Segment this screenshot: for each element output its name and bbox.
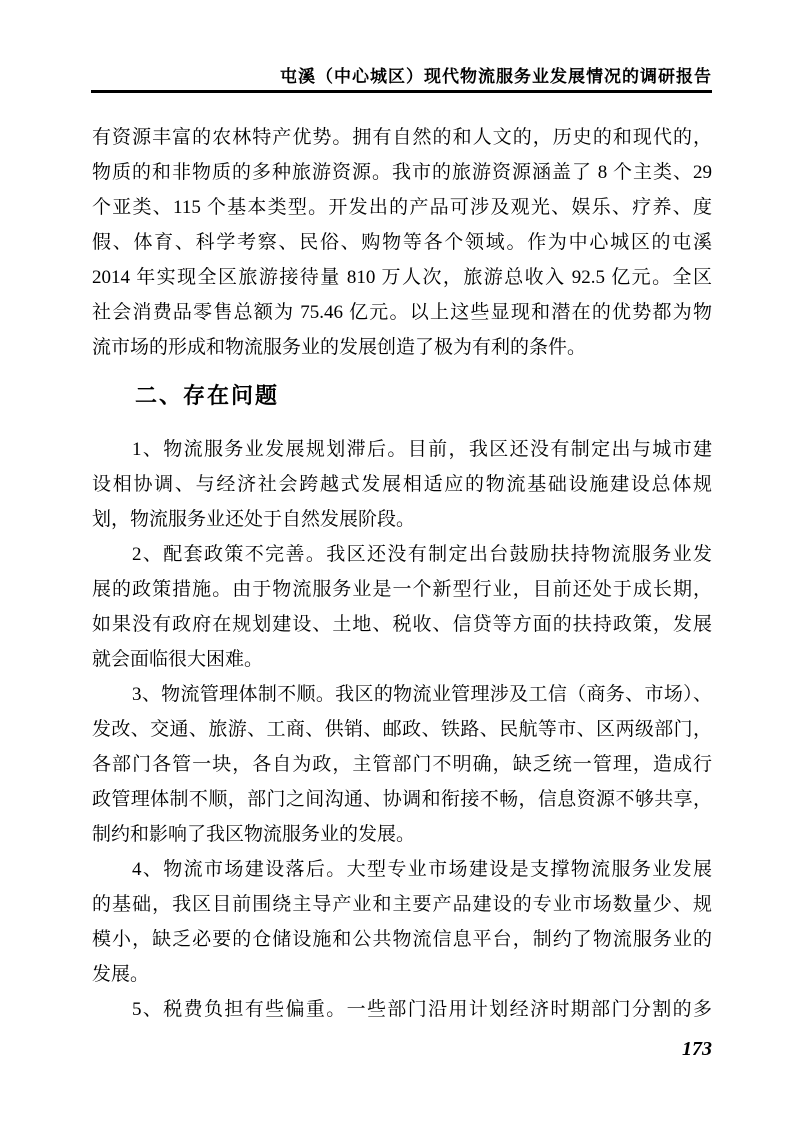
- text-line: 发展。: [92, 964, 150, 985]
- text-line: 3、物流管理体制不顺。我区的物流业管理涉及工信（商务、市场）、: [132, 684, 712, 705]
- text-line: 物质的和非物质的多种旅游资源。我市的旅游资源涵盖了 8 个主类、29: [92, 162, 712, 183]
- text-line: 设相协调、与经济社会跨越式发展相适应的物流基础设施建设总体规: [92, 474, 712, 495]
- document-body: [92, 120, 712, 1027]
- paragraph: [92, 852, 712, 992]
- text-line: 假、体育、科学考察、民俗、购物等各个领域。作为中心城区的屯溪: [92, 232, 712, 253]
- text-line: 流市场的形成和物流服务业的发展创造了极为有利的条件。: [92, 337, 587, 358]
- running-head-title: 屯溪（中心城区）现代物流服务业发展情况的调研报告: [280, 67, 712, 86]
- heading-text: 二、存在问题: [135, 383, 280, 408]
- text-line: 模小，缺乏必要的仓储设施和公共物流信息平台，制约了物流服务业的: [92, 929, 712, 950]
- text-line: 划，物流服务业还处于自然发展阶段。: [92, 509, 416, 530]
- section-heading: [92, 378, 712, 413]
- text-line: 政管理体制不顺，部门之间沟通、协调和衔接不畅，信息资源不够共享，: [92, 789, 712, 810]
- header-rule: [91, 90, 712, 93]
- text-line: 2014 年实现全区旅游接待量 810 万人次，旅游总收入 92.5 亿元。全区: [92, 267, 712, 288]
- paragraph: [92, 677, 712, 852]
- paragraph: [92, 537, 712, 677]
- text-line: 2、配套政策不完善。我区还没有制定出台鼓励扶持物流服务业发: [132, 544, 712, 565]
- text-line: 各部门各管一块，各自为政，主管部门不明确，缺乏统一管理，造成行: [92, 754, 712, 775]
- text-line: 1、物流服务业发展规划滞后。目前，我区还没有制定出与城市建: [132, 439, 712, 460]
- paragraph: [92, 120, 712, 365]
- paragraph: [92, 432, 712, 537]
- text-line: 4、物流市场建设落后。大型专业市场建设是支撑物流服务业发展: [132, 859, 712, 880]
- text-line: 社会消费品零售总额为 75.46 亿元。以上这些显现和潜在的优势都为物: [92, 302, 712, 323]
- text-line: 5、税费负担有些偏重。一些部门沿用计划经济时期部门分割的多: [132, 999, 712, 1020]
- text-line: 发改、交通、旅游、工商、供销、邮政、铁路、民航等市、区两级部门，: [92, 719, 712, 740]
- text-line: 有资源丰富的农林特产优势。拥有自然的和人文的，历史的和现代的，: [92, 127, 712, 148]
- text-line: 个亚类、115 个基本类型。开发出的产品可涉及观光、娱乐、疗养、度: [92, 197, 712, 218]
- text-line: 如果没有政府在规划建设、土地、税收、信贷等方面的扶持政策，发展: [92, 614, 712, 635]
- paragraph: [92, 992, 712, 1027]
- page-number: 173: [682, 1038, 712, 1060]
- text-line: 制约和影响了我区物流服务业的发展。: [92, 824, 416, 845]
- text-line: 的基础，我区目前围绕主导产业和主要产品建设的专业市场数量少、规: [92, 894, 712, 915]
- text-line: 展的政策措施。由于物流服务业是一个新型行业，目前还处于成长期，: [92, 579, 712, 600]
- text-line: 就会面临很大困难。: [92, 649, 264, 670]
